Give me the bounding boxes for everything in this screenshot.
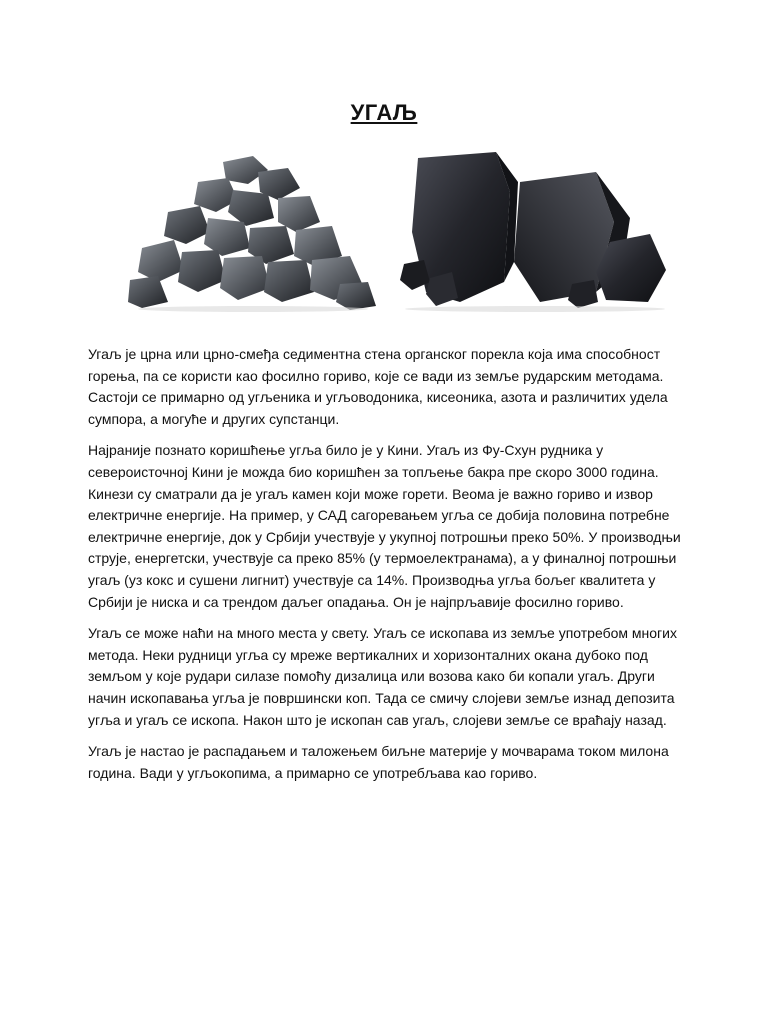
- paragraph-2: Најраније познато коришћење угља било је у Кини. Угаљ из Фу-Схун рудника у североисточној Кини је можда био коришћен за топљење бакра пре скоро 3000 година. Кинези су сматрали да је угаљ камен који може горети. Веома је важно гориво и извор електричне енергије. На пример, у САД сагоревањем угља се добија половина потребне електричне енергије, док у Србији учествује у укупној потрошњи преко 50%. У производњи струје, енергетски, учествује са преко 85% (у термоелектранама), а у финалној потрошњи угаљ (уз кокс и сушени лигнит) учествује са 14%. Производња угља бољег квалитета у Србији је ниска и са трендом даљег опадања. Он је најпрљавије фосилно гориво.: [88, 442, 681, 610]
- coal-chunks-image: [400, 152, 670, 312]
- image-row: [120, 148, 660, 318]
- paragraph-4: Угаљ је настао је распадањем и таложењем биљне материје у мочварама током милона година. Вади у угљокопима, а примарно се употребљава као гориво.: [88, 743, 669, 781]
- page-title: УГАЉ: [350, 100, 418, 125]
- paragraph-1: Угаљ је црна или црно-смеђа седиментна стена органског порекла која има способност горења, па се користи као фосилно гориво, које се вади из земље рударским методама. Састоји се примарно од угљеника и угљоводоника, кисеоника, азота и различитих удела сумпора, а могуће и других супстанци.: [88, 346, 668, 427]
- paragraph-3: Угаљ се може наћи на много места у свету. Угаљ се ископава из земље употребом многих метода. Неки рудници угља су мреже вертикалних и хоризонталних окана дубоко под земљом у које рудари силазе помоћу дизалица или возова како би копали угаљ. Други начин ископавања угља је површински коп. Тада се смичу слојеви земље изнад депозита угља и угаљ се ископа. Након што је ископан сав угаљ, слојеви земље се враћају назад.: [88, 625, 677, 728]
- coal-pile-image: [128, 152, 378, 312]
- article-body: [88, 344, 688, 794]
